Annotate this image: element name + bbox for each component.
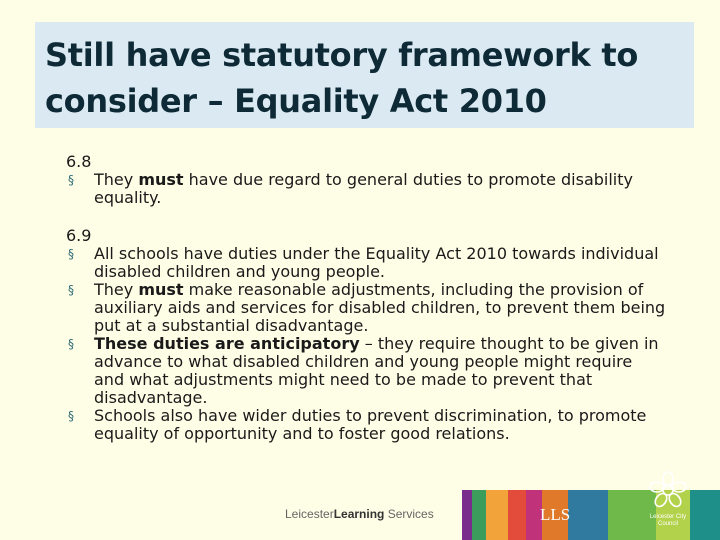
bullet-text: make reasonable adjustments, including the provision of auxiliary aids and services for disabled children, to prevent them being put at a substantial disadvantage. — [94, 280, 666, 335]
title-line-2: consider – Equality Act 2010 — [45, 82, 547, 120]
crest-text: Leicester City Council — [649, 514, 687, 527]
color-stripe — [462, 490, 472, 540]
bullet-marker-icon: § — [68, 409, 74, 423]
slide-title — [45, 32, 685, 124]
footer-org-part2: Learning — [333, 507, 385, 521]
color-stripe — [472, 490, 486, 540]
bullet-emphasis: must — [138, 170, 184, 189]
footer-org-part1: Leicester — [285, 507, 334, 521]
section-number: 6.9 — [66, 226, 92, 245]
council-crest — [648, 470, 688, 536]
color-stripe — [568, 490, 608, 540]
bullet-text: They — [94, 280, 139, 299]
bullet-item — [66, 245, 666, 281]
section-6-9 — [66, 227, 666, 443]
bullet-marker-icon: § — [68, 247, 74, 261]
bullet-item — [66, 407, 666, 443]
bullet-text: – they require thought to be given in advance to what disabled children and young people might require and what adjustments might need to be made to prevent that disadvantage. — [94, 334, 659, 407]
bullet-item — [66, 281, 666, 335]
bullet-text: Schools also have wider duties to prevent discrimination, to promote equality of opportunity and to foster good relations. — [94, 406, 647, 443]
color-stripe — [486, 490, 508, 540]
bullet-text: All schools have duties under the Equality Act 2010 towards individual disabled children and young people. — [94, 244, 659, 281]
title-box — [35, 22, 694, 128]
slide-body — [66, 153, 666, 463]
bullet-list — [66, 171, 666, 207]
council-flower-icon — [648, 470, 688, 510]
section-6-8 — [66, 153, 666, 207]
bullet-item — [66, 171, 666, 207]
bullet-text: have due regard to general duties to promote disability equality. — [94, 170, 633, 207]
bullet-list — [66, 245, 666, 443]
bullet-text: They — [94, 170, 139, 189]
footer-org-part3: Services — [387, 507, 434, 521]
color-stripe — [508, 490, 526, 540]
bullet-emphasis: must — [138, 280, 184, 299]
footer-org-name — [285, 507, 434, 521]
lls-logo: LLS — [540, 505, 571, 524]
section-number: 6.8 — [66, 152, 92, 171]
bullet-marker-icon: § — [68, 283, 74, 297]
bullet-item — [66, 335, 666, 407]
bullet-marker-icon: § — [68, 173, 74, 187]
bullet-emphasis: These duties are anticipatory — [94, 334, 360, 353]
color-stripe — [690, 490, 720, 540]
bullet-marker-icon: § — [68, 337, 74, 351]
title-line-1: Still have statutory framework to — [45, 36, 639, 74]
